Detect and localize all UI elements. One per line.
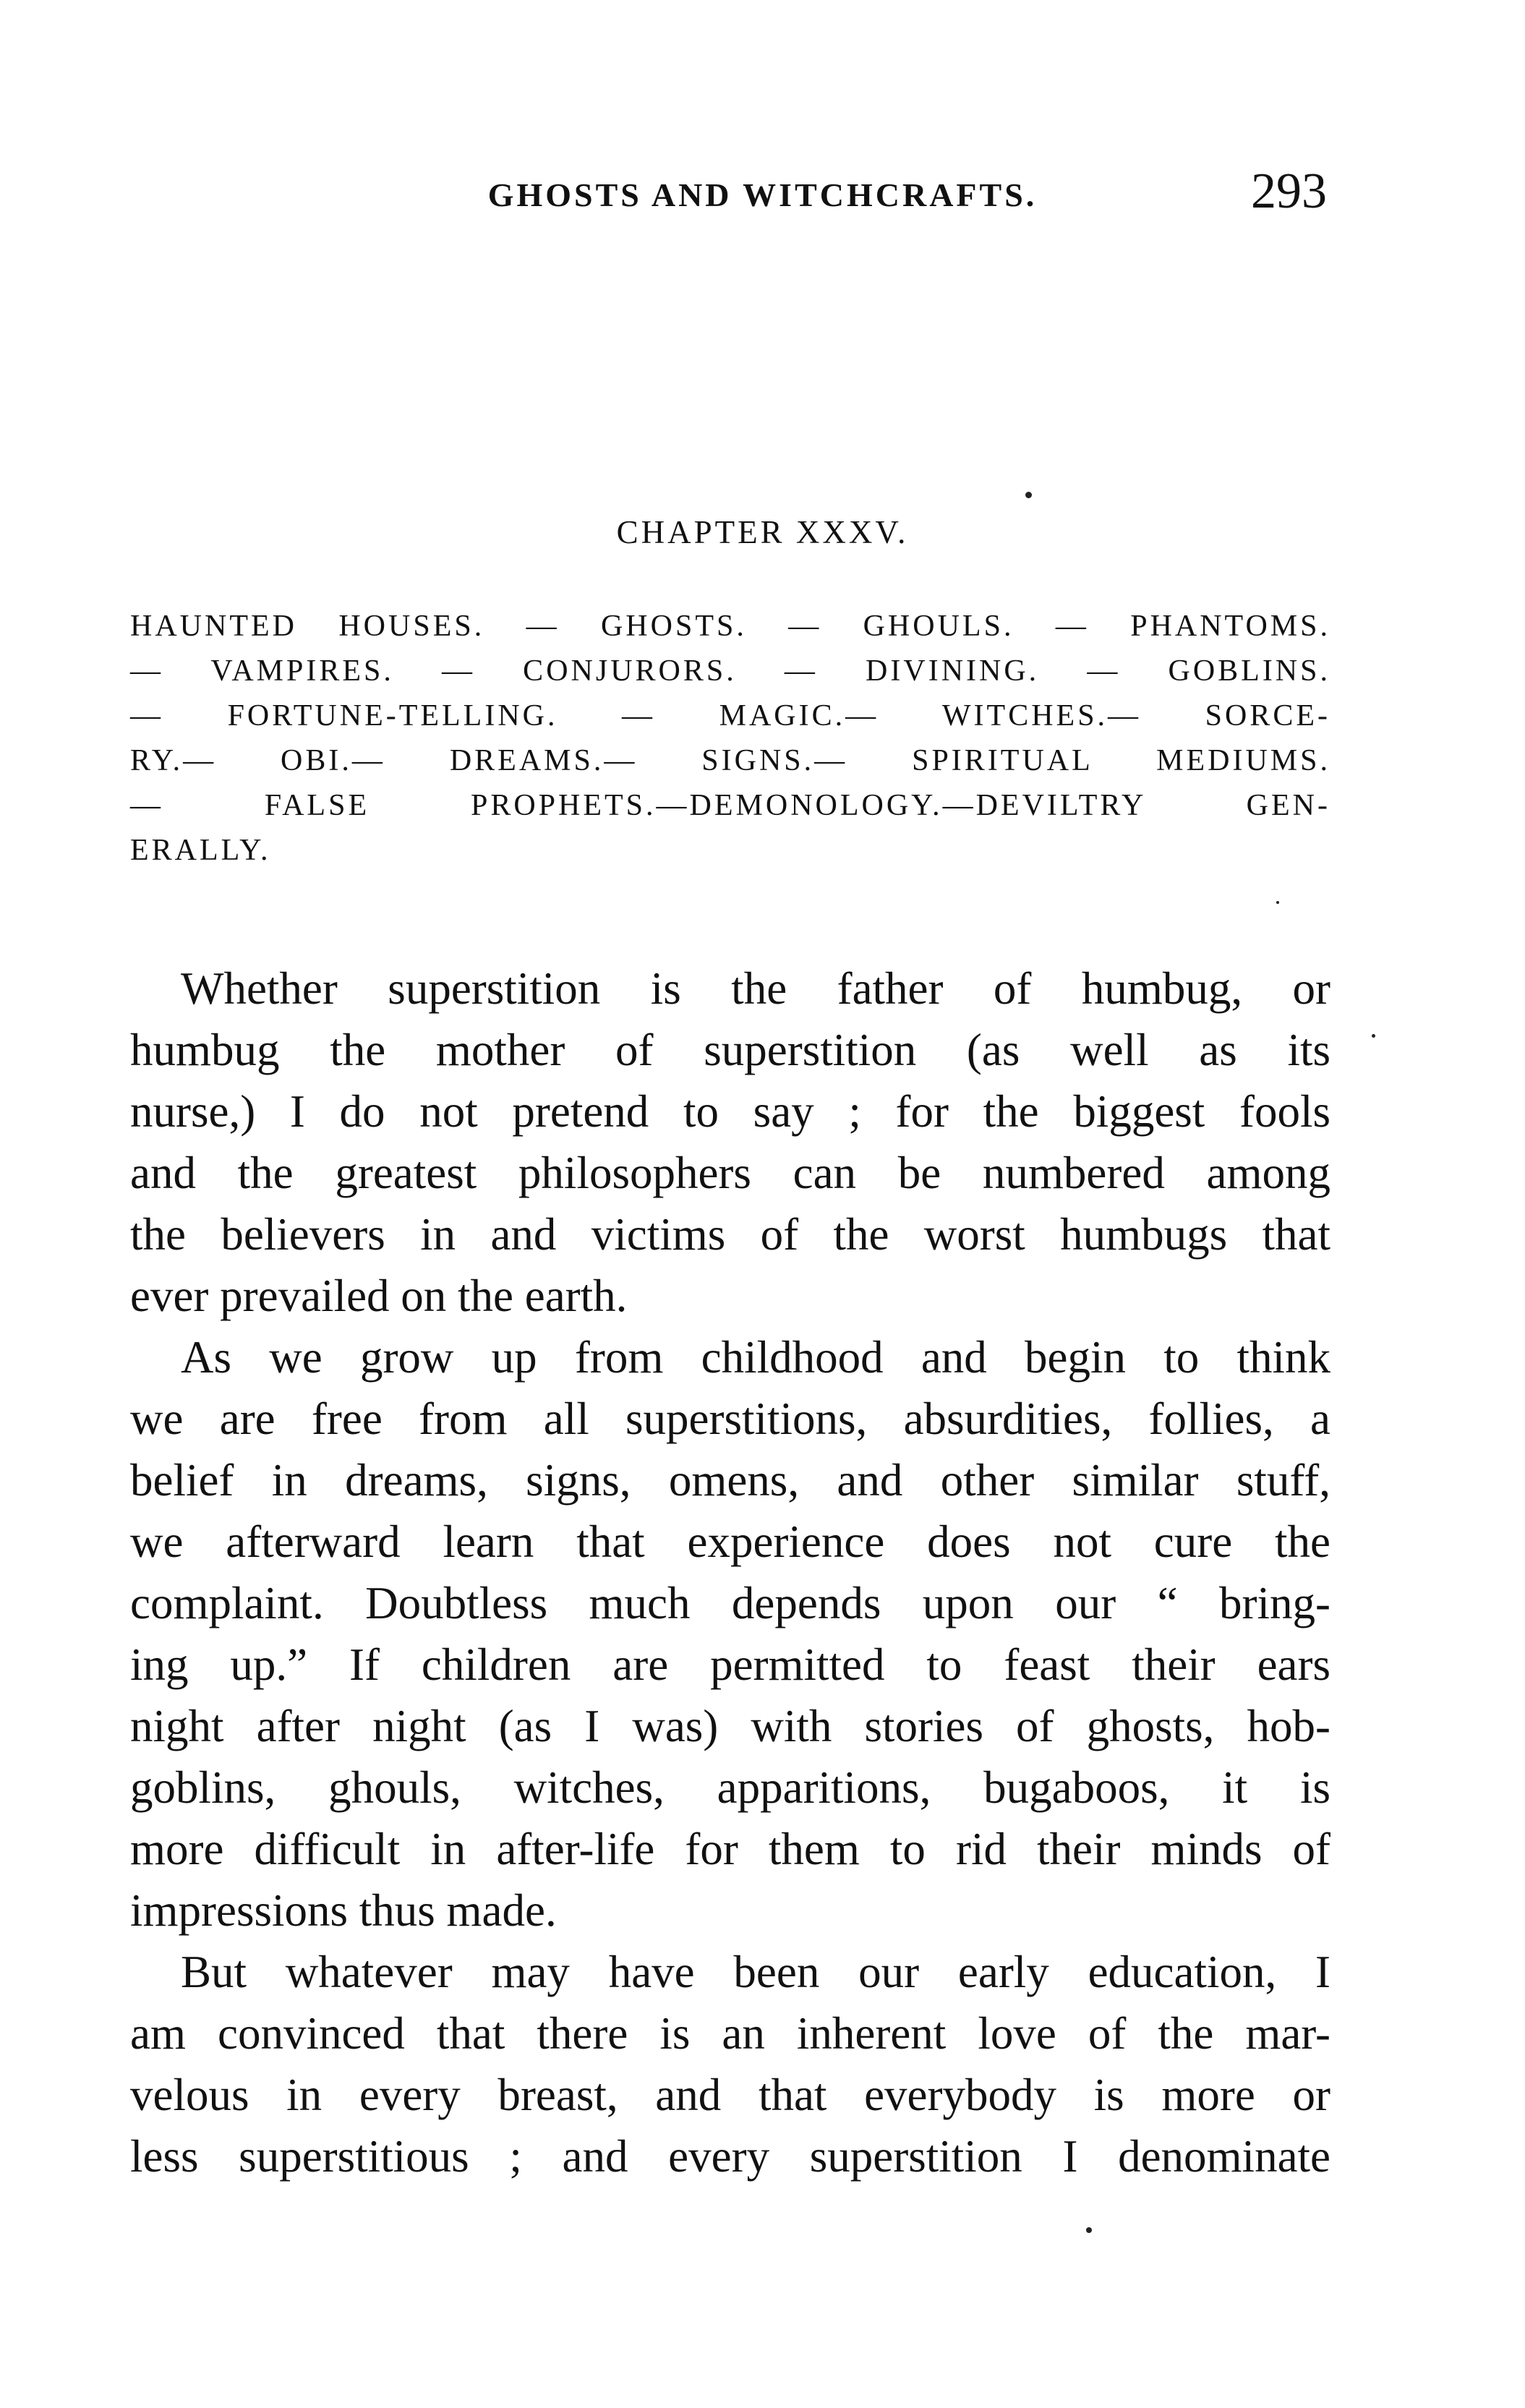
body-line: more difficult in after-life for them to rid their minds of bbox=[130, 1824, 1330, 1874]
print-speck bbox=[1372, 1034, 1375, 1038]
body-line: belief in dreams, signs, omens, and other similar stuff, bbox=[130, 1455, 1330, 1506]
summary-line: HAUNTED HOUSES. — GHOSTS. — GHOULS. — PHANTOMS. bbox=[130, 610, 1330, 643]
body-line: and the greatest philosophers can be numbered among bbox=[130, 1148, 1330, 1198]
body-line: am convinced that there is an inherent love of the mar- bbox=[130, 2008, 1330, 2059]
body-text bbox=[130, 958, 1330, 2187]
body-line: nurse,) I do not pretend to say ; for the biggest fools bbox=[130, 1086, 1330, 1137]
body-line: impressions thus made. bbox=[130, 1885, 557, 1936]
body-line: we are free from all superstitions, absurdities, follies, a bbox=[130, 1393, 1330, 1444]
body-line: goblins, ghouls, witches, apparitions, bugaboos, it is bbox=[130, 1762, 1330, 1813]
body-line: As we grow up from childhood and begin to think bbox=[181, 1332, 1330, 1383]
body-line: complaint. Doubtless much depends upon our “ bring- bbox=[130, 1578, 1330, 1628]
summary-line: — FALSE PROPHETS.—DEMONOLOGY.—DEVILTRY GEN- bbox=[130, 789, 1330, 822]
summary-line: RY.— OBI.— DREAMS.— SIGNS.— SPIRITUAL MEDIUMS. bbox=[130, 744, 1330, 777]
chapter-heading: CHAPTER XXXV. bbox=[616, 514, 909, 550]
chapter-summary bbox=[130, 604, 1330, 873]
print-speck bbox=[1025, 492, 1032, 498]
running-head bbox=[0, 163, 1525, 221]
print-speck bbox=[1276, 901, 1279, 904]
body-line: Whether superstition is the father of humbug, or bbox=[181, 963, 1330, 1014]
print-speck bbox=[1086, 2227, 1092, 2233]
body-line: night after night (as I was) with stories of ghosts, hob- bbox=[130, 1701, 1330, 1751]
summary-line: — VAMPIRES. — CONJURORS. — DIVINING. — GOBLINS. bbox=[130, 654, 1330, 688]
page-number: 293 bbox=[1251, 163, 1327, 219]
body-line: we afterward learn that experience does not cure the bbox=[130, 1516, 1330, 1567]
summary-line: — FORTUNE-TELLING. — MAGIC.— WITCHES.— SORCE- bbox=[130, 699, 1330, 733]
body-line: less superstitious ; and every superstition I denominate bbox=[130, 2131, 1330, 2182]
summary-line: ERALLY. bbox=[130, 834, 271, 867]
body-line: But whatever may have been our early education, I bbox=[181, 1947, 1330, 1997]
body-line: ing up.” If children are permitted to feast their ears bbox=[130, 1639, 1330, 1690]
body-line: ever prevailed on the earth. bbox=[130, 1271, 628, 1321]
body-line: velous in every breast, and that everybody is more or bbox=[130, 2070, 1330, 2120]
running-title: GHOSTS AND WITCHCRAFTS. bbox=[487, 176, 1038, 213]
body-line: humbug the mother of superstition (as well as its bbox=[130, 1025, 1330, 1075]
body-line: the believers in and victims of the worst humbugs that bbox=[130, 1209, 1330, 1260]
